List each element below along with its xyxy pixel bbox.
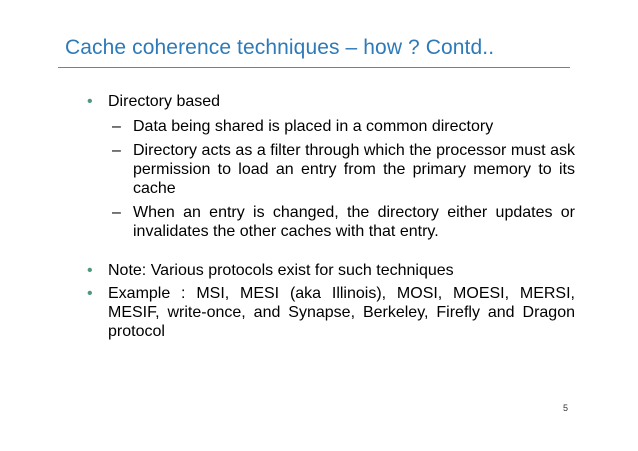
sub-item [112,141,575,198]
dash-icon: – [112,204,121,221]
sub-item [112,203,575,241]
page-number: 5 [563,403,569,413]
bullet-example [87,284,575,341]
bullet-note [87,261,575,280]
sub-item-text: Directory acts as a filter through which the processor must ask permission to load an entry from the primary memory to its cache [133,142,575,197]
dash-icon: – [112,142,121,159]
sub-item [112,117,575,136]
bullet-text: Example : MSI, MESI (aka Illinois), MOSI, MOESI, MERSI, MESIF, write-once, and Synapse, Berkeley, Firefly and Dragon protocol [108,285,575,340]
bullet-dot-icon: • [87,262,93,279]
bullet-text: Directory based [108,93,221,110]
bullet-dot-icon: • [87,285,93,302]
bullet-text: Note: Various protocols exist for such techniques [108,262,454,279]
slide-content [87,92,575,341]
title-divider [58,67,570,68]
sub-item-text: Data being shared is placed in a common directory [133,118,494,135]
spacer [87,246,575,261]
sub-item-text: When an entry is changed, the directory either updates or invalidates the other caches with that entry. [133,204,575,240]
dash-icon: – [112,118,121,135]
sub-list [87,117,575,241]
bullet-dot-icon: • [87,93,93,110]
slide-title: Cache coherence techniques – how ? Contd.. [65,36,495,59]
bullet-directory-based [87,92,575,111]
